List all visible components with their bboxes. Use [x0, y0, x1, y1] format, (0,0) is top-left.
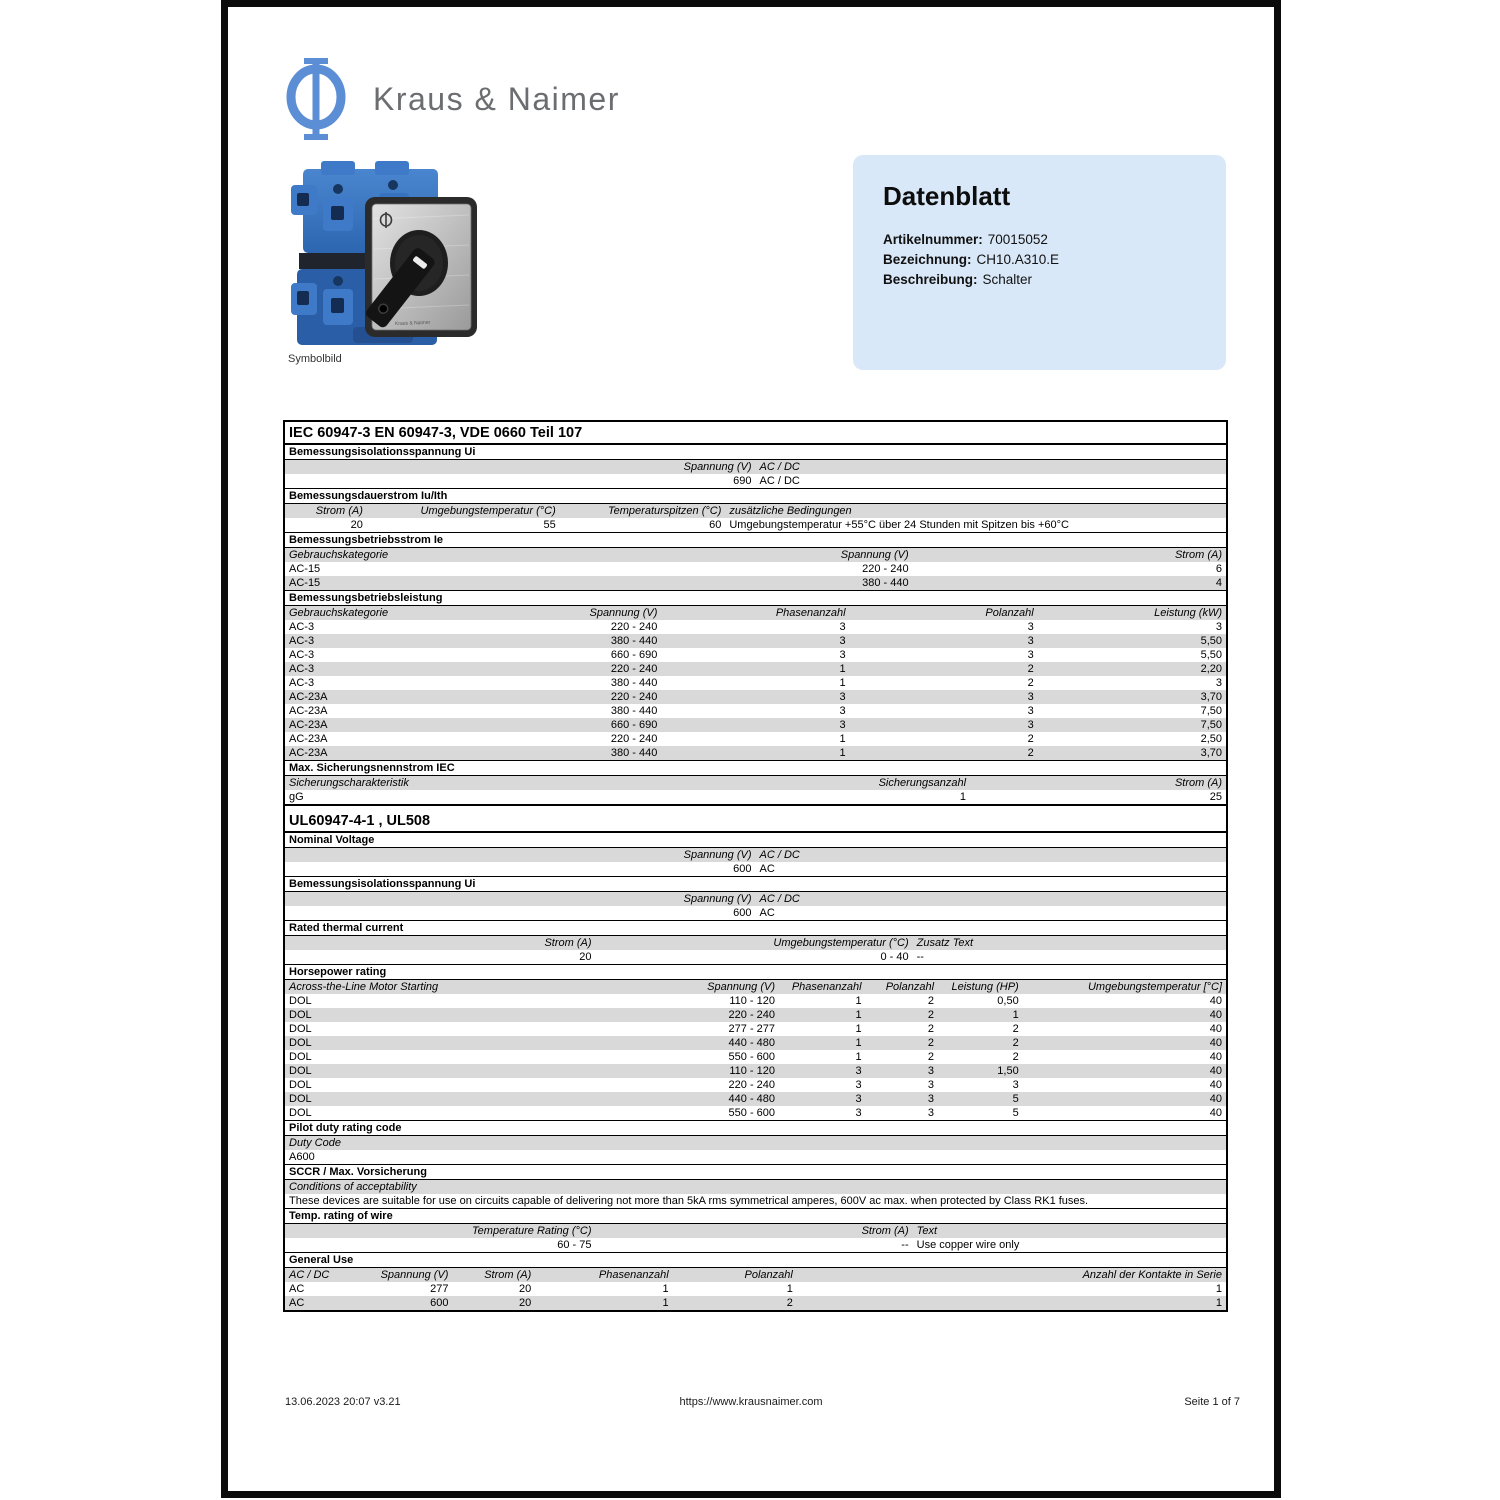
- table-row: [285, 906, 1226, 920]
- table-cell: 1: [839, 733, 846, 745]
- table-cell: 600: [370, 1296, 453, 1310]
- table-cell: Spannung (V): [599, 548, 912, 562]
- section-header: Bemessungsdauerstrom Iu/Ith: [285, 488, 1226, 504]
- table-cell: AC-15: [285, 576, 599, 590]
- table-cell: Strom (A): [596, 1224, 913, 1238]
- table-cell: 3: [866, 1064, 938, 1078]
- table-cell: 660 - 690: [511, 718, 662, 732]
- table-cell: 1: [797, 1296, 1226, 1310]
- table-cell: 3: [661, 634, 849, 648]
- table-cell: AC-3: [285, 662, 511, 676]
- table-cell: 5,50: [1200, 649, 1222, 661]
- table-row: [285, 1238, 1226, 1252]
- section-header: Bemessungsisolationsspannung Ui: [285, 876, 1226, 892]
- table-cell: 110 - 120: [729, 995, 776, 1007]
- table-cell: Phasenanzahl: [779, 980, 866, 994]
- table-cell: Spannung (V): [285, 460, 756, 474]
- table-row: [285, 518, 1226, 532]
- spec-grid: [285, 1136, 1226, 1164]
- footer-page-number: Seite 1 of 7: [1184, 1396, 1240, 1408]
- table-cell: 40: [1023, 1008, 1226, 1022]
- description-value: Schalter: [982, 272, 1033, 287]
- table-row: [285, 1064, 1226, 1078]
- table-row: [285, 648, 1226, 662]
- table-cell: AC: [289, 1283, 305, 1295]
- table-cell: 3: [661, 690, 849, 704]
- spec-grid: [285, 776, 1226, 804]
- table-cell: 5,50: [1038, 634, 1226, 648]
- table-cell: 3: [1027, 705, 1034, 717]
- table-cell: AC / DC: [285, 1268, 370, 1282]
- table-cell: Spannung (V): [370, 1268, 453, 1282]
- table-cell: Leistung (kW): [1038, 606, 1226, 620]
- table-row: [285, 662, 1226, 676]
- table-cell: Spannung (V): [285, 892, 756, 906]
- table-row: [285, 732, 1226, 746]
- product-caption: Symbolbild: [288, 353, 342, 365]
- datenblatt-panel: [853, 155, 1226, 370]
- grid-header-row: [285, 1224, 1226, 1238]
- spec-grid: [285, 606, 1226, 760]
- page-title: Datenblatt: [883, 181, 1011, 211]
- document-page: [221, 0, 1281, 1498]
- grid-header-row: [285, 776, 1226, 790]
- table-cell: 3: [866, 1092, 938, 1106]
- table-cell: AC-3: [289, 677, 315, 689]
- table-cell: Conditions of acceptability: [285, 1180, 1226, 1194]
- table-cell: 380 - 440: [610, 705, 658, 717]
- table-row: [285, 994, 1226, 1008]
- table-cell: Strom (A): [970, 776, 1226, 790]
- table-cell: 3,70: [1038, 746, 1226, 760]
- grid-header-row: [285, 892, 1226, 906]
- table-cell: Spannung (V): [511, 606, 662, 620]
- table-cell: A600: [289, 1151, 315, 1163]
- description-field: [883, 270, 1196, 290]
- table-cell: Anzahl der Kontakte in Serie: [797, 1268, 1226, 1282]
- table-cell: 1: [938, 1008, 1023, 1022]
- table-cell: 1: [662, 1283, 669, 1295]
- table-cell: Umgebungstemperatur (°C): [596, 936, 913, 950]
- table-cell: 1: [786, 1283, 793, 1295]
- table-cell: 3: [839, 649, 846, 661]
- table-cell: Strom (A): [285, 936, 596, 950]
- table-cell: 3: [927, 1079, 935, 1091]
- brand-name: Kraus & Naimer: [373, 80, 620, 117]
- table-cell: 1: [661, 662, 849, 676]
- table-cell: 3: [1027, 621, 1034, 633]
- table-cell: 40: [1209, 1107, 1222, 1119]
- grid-header-row: [285, 980, 1226, 994]
- product-photo: [283, 159, 483, 349]
- table-cell: 220 - 240: [728, 1079, 776, 1091]
- table-cell: 1: [779, 1008, 866, 1022]
- table-cell: 40: [1209, 1023, 1222, 1035]
- table-cell: 1,50: [938, 1064, 1023, 1078]
- section-header: Horsepower rating: [285, 964, 1226, 980]
- brand-header: [285, 57, 620, 141]
- svg-text:Kraus & Naimer: Kraus & Naimer: [394, 319, 431, 327]
- table-cell: 40: [1023, 1064, 1226, 1078]
- table-cell: 110 - 120: [567, 1064, 779, 1078]
- table-row: [285, 1194, 1226, 1208]
- table-cell: 2: [850, 746, 1038, 760]
- table-cell: 440 - 480: [567, 1036, 779, 1050]
- table-cell: 3: [779, 1092, 866, 1106]
- section-header: Rated thermal current: [285, 920, 1226, 936]
- table-cell: 2,20: [1038, 662, 1226, 676]
- table-row: [285, 704, 1226, 718]
- table-cell: 2: [927, 1051, 935, 1063]
- spec-table: [283, 420, 1228, 1312]
- table-cell: 1: [959, 791, 967, 803]
- table-cell: 7,50: [1038, 718, 1226, 732]
- table-cell: 25: [1209, 791, 1222, 803]
- table-cell: 220 - 240: [610, 621, 658, 633]
- table-cell: 277 - 277: [728, 1023, 776, 1035]
- table-cell: 1: [779, 1036, 866, 1050]
- spec-grid: [285, 1268, 1226, 1310]
- table-cell: 277: [430, 1283, 449, 1295]
- table-cell: 2: [927, 995, 935, 1007]
- table-cell: 220 - 240: [511, 690, 662, 704]
- table-cell: Text: [913, 1224, 1226, 1238]
- table-cell: 220 - 240: [610, 733, 658, 745]
- table-cell: 3: [850, 634, 1038, 648]
- table-cell: Temperaturspitzen (°C): [560, 504, 726, 518]
- table-cell: 0,50: [997, 995, 1019, 1007]
- table-cell: 3: [850, 690, 1038, 704]
- grid-header-row: [285, 460, 1226, 474]
- table-cell: AC / DC: [759, 475, 800, 487]
- table-cell: 380 - 440: [511, 634, 662, 648]
- table-cell: AC-3: [289, 649, 315, 661]
- table-cell: Umgebungstemperatur +55°C über 24 Stunden mit Spitzen bis +60°C: [729, 519, 1069, 531]
- table-cell: --: [916, 951, 924, 963]
- table-cell: 1: [839, 677, 846, 689]
- table-cell: 3,70: [1038, 690, 1226, 704]
- table-cell: 3: [855, 1079, 862, 1091]
- table-cell: 2: [938, 1036, 1023, 1050]
- table-cell: 600: [733, 907, 752, 919]
- table-cell: Zusatz Text: [913, 936, 1226, 950]
- table-row: [285, 634, 1226, 648]
- designation-field: [883, 250, 1196, 270]
- table-cell: 3: [661, 718, 849, 732]
- table-cell: DOL: [289, 1107, 312, 1119]
- section-header: Temp. rating of wire: [285, 1208, 1226, 1224]
- grid-header-row: [285, 848, 1226, 862]
- table-cell: 3: [850, 718, 1038, 732]
- table-row: [285, 1106, 1226, 1120]
- designation-label: Bezeichnung:: [883, 252, 972, 267]
- table-cell: Polanzahl: [850, 606, 1038, 620]
- table-row: [285, 862, 1226, 876]
- table-cell: 220 - 240: [862, 563, 909, 575]
- table-cell: DOL: [289, 1079, 312, 1091]
- table-cell: 3: [855, 1107, 862, 1119]
- table-cell: Umgebungstemperatur (°C): [367, 504, 560, 518]
- table-row: [285, 790, 1226, 804]
- table-row: [285, 950, 1226, 964]
- table-cell: 660 - 690: [610, 649, 658, 661]
- table-cell: AC-23A: [289, 705, 328, 717]
- table-cell: Phasenanzahl: [535, 1268, 672, 1282]
- section-header: General Use: [285, 1252, 1226, 1268]
- article-number-value: 70015052: [987, 232, 1048, 247]
- table-cell: 690: [733, 475, 752, 487]
- table-cell: 20: [519, 1283, 532, 1295]
- table-cell: 220 - 240: [567, 1008, 779, 1022]
- table-row: [285, 620, 1226, 634]
- table-cell: Gebrauchskategorie: [285, 606, 511, 620]
- table-cell: AC-23A: [285, 718, 511, 732]
- table-cell: Spannung (V): [567, 980, 779, 994]
- table-cell: Phasenanzahl: [661, 606, 849, 620]
- table-cell: Sicherungsanzahl: [628, 776, 971, 790]
- table-cell: zusätzliche Bedingungen: [725, 504, 1226, 518]
- table-row: [285, 676, 1226, 690]
- table-cell: 3: [1215, 677, 1222, 689]
- section-header: Max. Sicherungsnennstrom IEC: [285, 760, 1226, 776]
- table-cell: 380 - 440: [599, 576, 912, 590]
- table-row: [285, 1150, 1226, 1164]
- standard-title: IEC 60947-3 EN 60947-3, VDE 0660 Teil 107: [285, 422, 1226, 445]
- table-cell: gG: [289, 791, 304, 803]
- table-cell: Strom (A): [452, 1268, 535, 1282]
- table-cell: 20: [350, 519, 363, 531]
- table-cell: AC / DC: [756, 892, 1227, 906]
- table-cell: 1: [855, 1023, 862, 1035]
- spec-grid: [285, 504, 1226, 532]
- table-cell: 40: [1023, 1036, 1226, 1050]
- section-header: Bemessungsbetriebsleistung: [285, 590, 1226, 606]
- spec-grid: [285, 892, 1226, 920]
- table-cell: Temperature Rating (°C): [285, 1224, 596, 1238]
- table-cell: 5: [1012, 1107, 1019, 1119]
- grid-header-row: [285, 504, 1226, 518]
- table-cell: DOL: [289, 1023, 312, 1035]
- spec-grid: [285, 980, 1226, 1120]
- table-cell: 2: [673, 1296, 797, 1310]
- table-cell: AC-15: [289, 563, 321, 575]
- phi-logo-icon: [285, 57, 347, 141]
- grid-header-row: [285, 936, 1226, 950]
- table-cell: Use copper wire only: [916, 1239, 1020, 1251]
- table-cell: Across-the-Line Motor Starting: [285, 980, 567, 994]
- table-row: [285, 1036, 1226, 1050]
- grid-header-row: [285, 1136, 1226, 1150]
- table-cell: 3: [927, 1107, 935, 1119]
- table-row: [285, 576, 1226, 590]
- table-cell: AC-23A: [285, 690, 511, 704]
- table-cell: 55: [543, 519, 556, 531]
- article-number-label: Artikelnummer:: [883, 232, 983, 247]
- spec-grid: [285, 548, 1226, 590]
- grid-header-row: [285, 1268, 1226, 1282]
- table-cell: AC: [759, 907, 775, 919]
- footer-date-version: 13.06.2023 20:07 v3.21: [285, 1396, 401, 1408]
- table-cell: AC-3: [285, 634, 511, 648]
- designation-value: CH10.A310.E: [976, 252, 1060, 267]
- section-header: Pilot duty rating code: [285, 1120, 1226, 1136]
- table-cell: 1: [1215, 1283, 1222, 1295]
- table-cell: 40: [1023, 1092, 1226, 1106]
- spec-grid: [285, 936, 1226, 964]
- table-cell: 2: [866, 1036, 938, 1050]
- table-cell: Polanzahl: [673, 1268, 797, 1282]
- table-cell: 4: [913, 576, 1226, 590]
- table-row: [285, 1078, 1226, 1092]
- table-cell: 40: [1209, 995, 1222, 1007]
- table-cell: DOL: [289, 1051, 312, 1063]
- table-cell: 3: [1012, 1079, 1019, 1091]
- table-cell: Sicherungscharakteristik: [285, 776, 628, 790]
- table-cell: DOL: [289, 995, 312, 1007]
- footer-url-link[interactable]: https://www.krausnaimer.com: [679, 1396, 823, 1408]
- table-row: [285, 1008, 1226, 1022]
- table-cell: 2: [1012, 1023, 1019, 1035]
- table-row: [285, 746, 1226, 760]
- table-cell: 20: [452, 1296, 535, 1310]
- table-cell: 2: [866, 1008, 938, 1022]
- section-header: Bemessungsbetriebsstrom Ie: [285, 532, 1226, 548]
- table-cell: DOL: [285, 1008, 567, 1022]
- table-cell: 6: [1215, 563, 1222, 575]
- table-cell: 3: [839, 705, 846, 717]
- section-header: Nominal Voltage: [285, 833, 1226, 848]
- table-cell: AC-3: [289, 621, 315, 633]
- table-cell: 20: [579, 951, 592, 963]
- table-row: [285, 562, 1226, 576]
- table-cell: 2: [1027, 733, 1034, 745]
- table-cell: 550 - 600: [728, 1051, 776, 1063]
- table-cell: 40: [1209, 1079, 1222, 1091]
- table-cell: 3: [1027, 649, 1034, 661]
- table-row: [285, 690, 1226, 704]
- table-cell: --: [901, 1239, 909, 1251]
- standard-title: UL60947-4-1 , UL508: [285, 804, 1226, 833]
- table-cell: 1: [535, 1296, 672, 1310]
- table-cell: 3: [1215, 621, 1222, 633]
- table-row: [285, 1296, 1226, 1310]
- table-row: [285, 1050, 1226, 1064]
- grid-header-row: [285, 1180, 1226, 1194]
- table-cell: These devices are suitable for use on circuits capable of delivering not more than 5kA rms symmetrical amperes, 600V ac max. when protected by Class RK1 fuses.: [289, 1195, 1089, 1207]
- table-cell: 600: [733, 863, 752, 875]
- table-cell: AC-23A: [289, 733, 328, 745]
- table-cell: 7,50: [1200, 705, 1222, 717]
- grid-header-row: [285, 548, 1226, 562]
- table-row: [285, 1022, 1226, 1036]
- grid-header-row: [285, 606, 1226, 620]
- table-cell: Umgebungstemperatur [°C]: [1023, 980, 1226, 994]
- article-number-field: [883, 230, 1196, 250]
- table-cell: 550 - 600: [728, 1107, 776, 1119]
- table-row: [285, 1282, 1226, 1296]
- table-cell: 40: [1209, 1051, 1222, 1063]
- table-cell: 380 - 440: [511, 746, 662, 760]
- table-cell: AC-23A: [285, 746, 511, 760]
- table-cell: 2: [1012, 1051, 1019, 1063]
- table-cell: DOL: [285, 1064, 567, 1078]
- table-cell: 1: [661, 746, 849, 760]
- table-cell: Strom (A): [913, 548, 1226, 562]
- table-cell: AC: [285, 1296, 370, 1310]
- table-cell: Strom (A): [285, 504, 367, 518]
- section-header: SCCR / Max. Vorsicherung: [285, 1164, 1226, 1180]
- table-cell: 1: [855, 1051, 862, 1063]
- table-cell: 2: [927, 1023, 935, 1035]
- table-cell: 380 - 440: [610, 677, 658, 689]
- table-cell: 2: [1027, 677, 1034, 689]
- table-cell: 220 - 240: [511, 662, 662, 676]
- table-cell: 0 - 40: [880, 951, 909, 963]
- table-cell: DOL: [285, 1036, 567, 1050]
- table-cell: 3: [779, 1064, 866, 1078]
- table-row: [285, 1092, 1226, 1106]
- table-cell: AC: [759, 863, 775, 875]
- table-cell: Polanzahl: [866, 980, 938, 994]
- table-cell: AC / DC: [756, 848, 1227, 862]
- table-cell: AC / DC: [756, 460, 1227, 474]
- spec-grid: [285, 1180, 1226, 1208]
- spec-grid: [285, 460, 1226, 488]
- table-cell: 5: [938, 1092, 1023, 1106]
- description-label: Beschreibung:: [883, 272, 978, 287]
- table-cell: 3: [839, 621, 846, 633]
- table-cell: Duty Code: [285, 1136, 1226, 1150]
- section-header: Bemessungsisolationsspannung Ui: [285, 445, 1226, 460]
- table-row: [285, 474, 1226, 488]
- table-cell: 60 - 75: [557, 1239, 592, 1251]
- table-row: [285, 718, 1226, 732]
- table-cell: Gebrauchskategorie: [285, 548, 599, 562]
- spec-grid: [285, 848, 1226, 876]
- table-cell: Spannung (V): [285, 848, 756, 862]
- table-cell: 440 - 480: [567, 1092, 779, 1106]
- table-cell: 2,50: [1200, 733, 1222, 745]
- spec-grid: [285, 1224, 1226, 1252]
- table-cell: Leistung (HP): [938, 980, 1023, 994]
- table-cell: 60: [709, 519, 722, 531]
- table-cell: 1: [855, 995, 862, 1007]
- table-cell: DOL: [285, 1092, 567, 1106]
- table-cell: 2: [850, 662, 1038, 676]
